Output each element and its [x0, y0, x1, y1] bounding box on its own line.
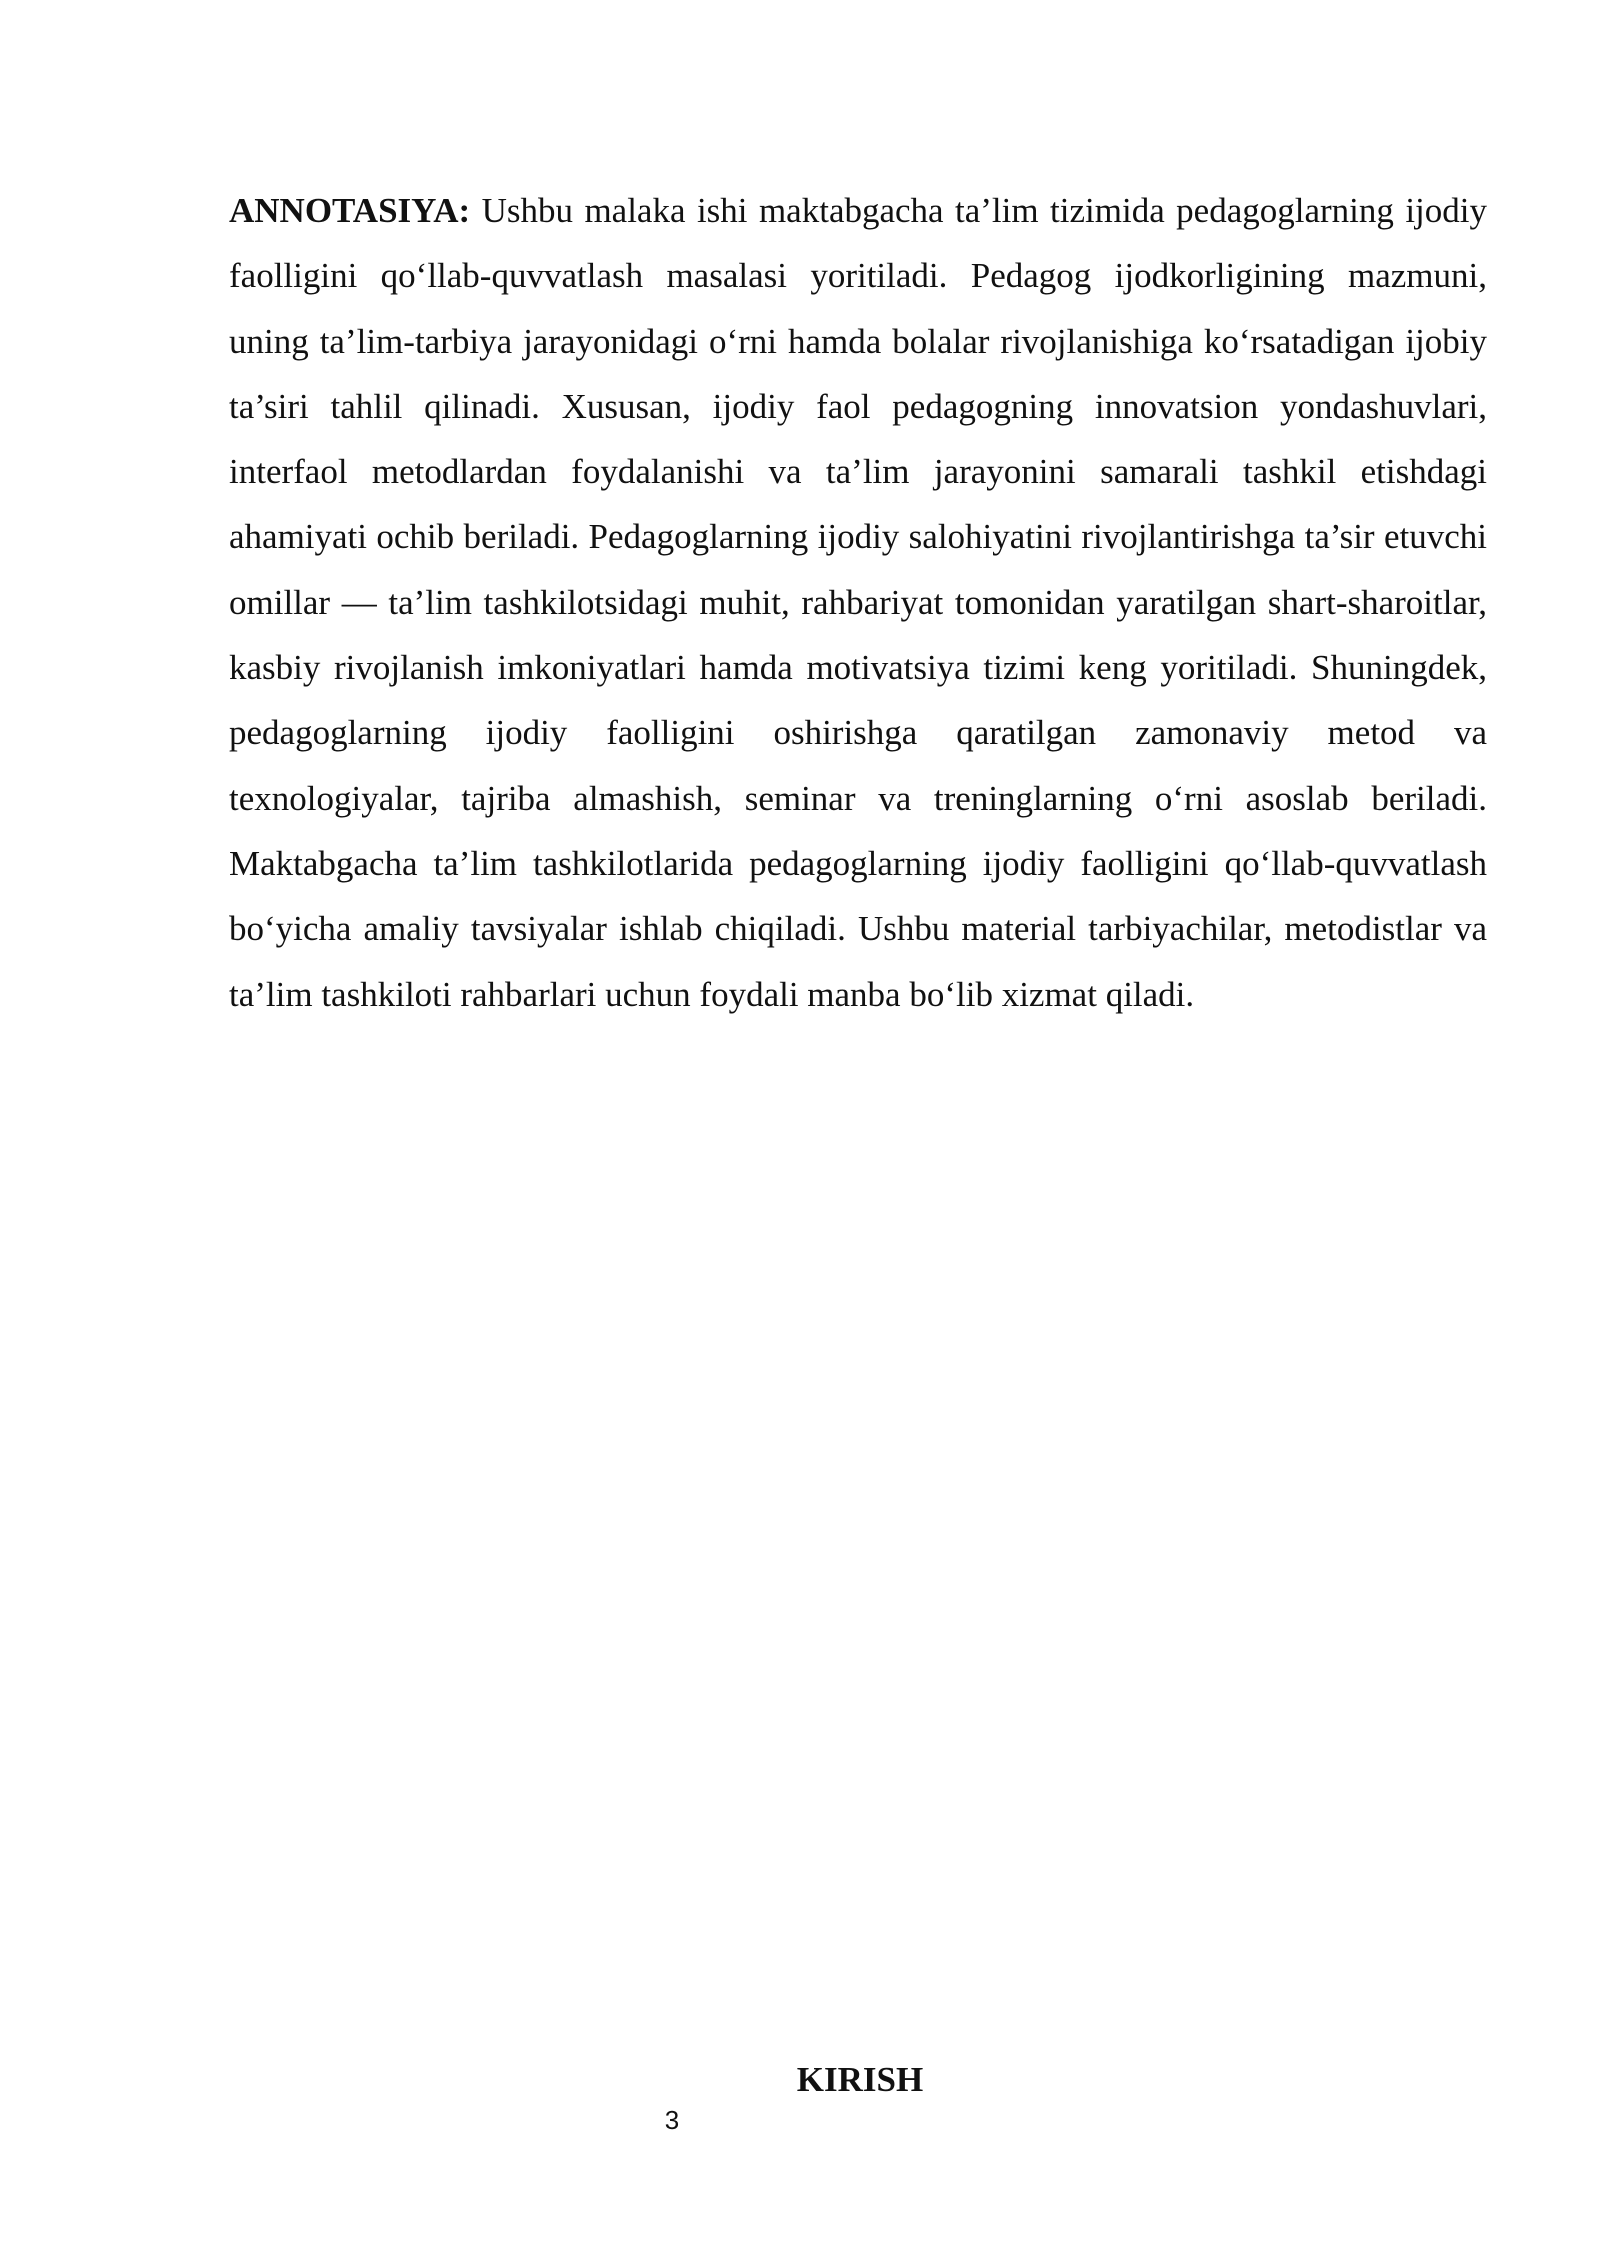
- annotation-text: Ushbu malaka ishi maktabgacha ta’lim tizimida pedagoglarning ijodiy faolligini qo‘llab-quvvatlash masalasi yoritiladi. Pedagog ijodkorligining mazmuni, uning ta’lim-tarbiya jarayonidagi o‘rni hamda bolalar rivojlanishiga ko‘rsatadigan ijobiy ta’siri tahlil qilinadi. Xususan, ijodiy faol pedagogning innovatsion yondashuvlari, interfaol metodlardan foydalanishi va ta’lim jarayonini samarali tashkil etishdagi ahamiyati ochib beriladi. Pedagoglarning ijodiy salohiyatini rivojlantirishga ta’sir etuvchi omillar — ta’lim tashkilotsidagi muhit, rahbariyat tomonidan yaratilgan shart-sharoitlar, kasbiy rivojlanish imkoniyatlari hamda motivatsiya tizimi keng yoritiladi. Shuningdek, pedagoglarning ijodiy faolligini oshirishga qaratilgan zamonaviy metod va texnologiyalar, tajriba almashish, seminar va treninglarning o‘rni asoslab beriladi. Maktabgacha ta’lim tashkilotlarida pedagoglarning ijodiy faolligini qo‘llab-quvvatlash bo‘yicha amaliy tavsiyalar ishlab chiqiladi. Ushbu material tarbiyachilar, metodistlar va ta’lim tashkiloti rahbarlari uchun foydali manba bo‘lib xizmat qiladi.: [229, 191, 1488, 1014]
- annotation-paragraph: [229, 178, 1487, 1027]
- page-number: 3: [664, 2105, 680, 2135]
- section-heading: KIRISH: [796, 2060, 924, 2099]
- annotation-label: ANNOTASIYA:: [229, 191, 471, 230]
